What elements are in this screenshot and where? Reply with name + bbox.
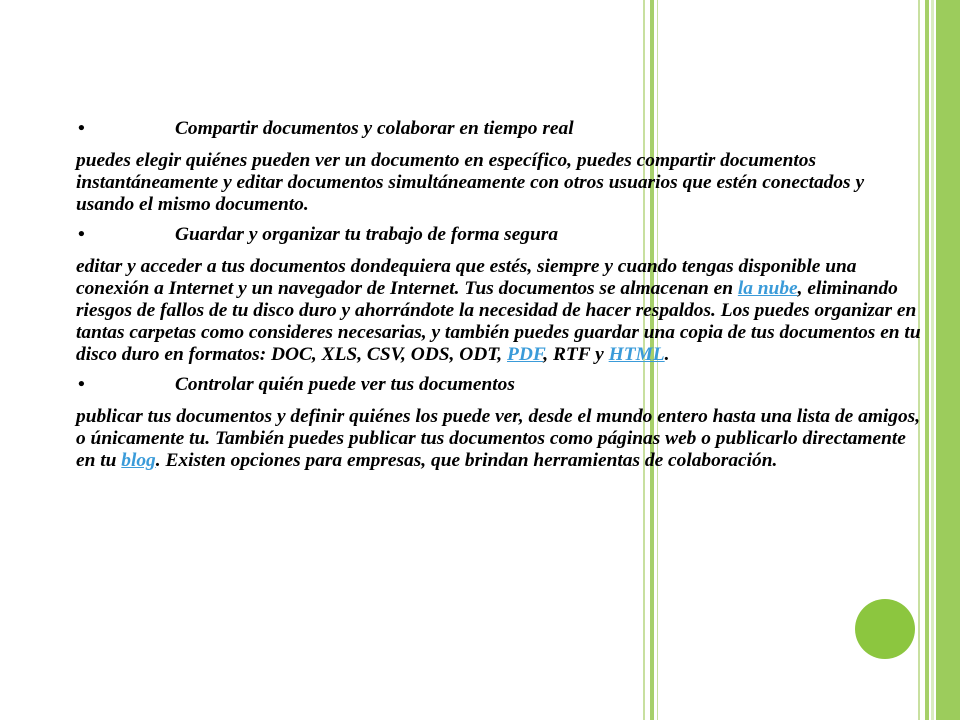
- blog-link[interactable]: blog: [121, 450, 156, 471]
- decorative-stripe: [931, 0, 934, 720]
- body-text: puedes elegir quiénes pueden ver un documento en específico, puedes compartir documentos instantáneamente y editar documentos simultáneamente con otros usuarios que estén conectados y usando el mismo documento.: [76, 150, 865, 215]
- heading-text: Guardar y organizar tu trabajo de forma segura: [175, 224, 559, 245]
- decorative-green-circle: [855, 599, 915, 659]
- slide-content: [76, 118, 922, 480]
- decorative-stripe: [936, 0, 960, 720]
- section-heading: [76, 224, 922, 246]
- section-body: [76, 256, 922, 366]
- section-heading: [76, 374, 922, 396]
- section-heading: [76, 118, 922, 140]
- html-link[interactable]: HTML: [608, 344, 665, 365]
- body-text: .: [664, 344, 670, 365]
- body-text: , eliminando riesgos de fallos de tu disco duro y ahorrándote la necesidad de hacer respaldos. Los puedes organizar en tantas carpetas como consideres necesarias, y también puedes guardar una copia de tus documentos en tu disco duro en formatos: DOC, XLS, CSV, ODS, ODT,: [76, 278, 921, 365]
- bullet-icon: •: [78, 374, 85, 395]
- la-nube-link[interactable]: la nube: [737, 278, 798, 299]
- section-body: [76, 406, 922, 472]
- body-text: editar y acceder a tus documentos dondequiera que estés, siempre y cuando tengas disponible una conexión a Internet y un navegador de Internet. Tus documentos se almacenan en: [76, 256, 857, 299]
- heading-text: Compartir documentos y colaborar en tiempo real: [175, 118, 574, 139]
- pdf-link[interactable]: PDF: [507, 344, 544, 365]
- bullet-icon: •: [78, 118, 85, 139]
- body-text: . Existen opciones para empresas, que brindan herramientas de colaboración.: [155, 450, 778, 471]
- body-text: , RTF y: [543, 344, 609, 365]
- heading-text: Controlar quién puede ver tus documentos: [175, 374, 515, 395]
- section-body: [76, 150, 922, 216]
- body-text: publicar tus documentos y definir quiénes los puede ver, desde el mundo entero hasta una lista de amigos, o únicamente tu. También puedes publicar tus documentos como páginas web o publicarlo directamente en tu: [76, 406, 921, 471]
- bullet-icon: •: [78, 224, 85, 245]
- decorative-stripe: [925, 0, 929, 720]
